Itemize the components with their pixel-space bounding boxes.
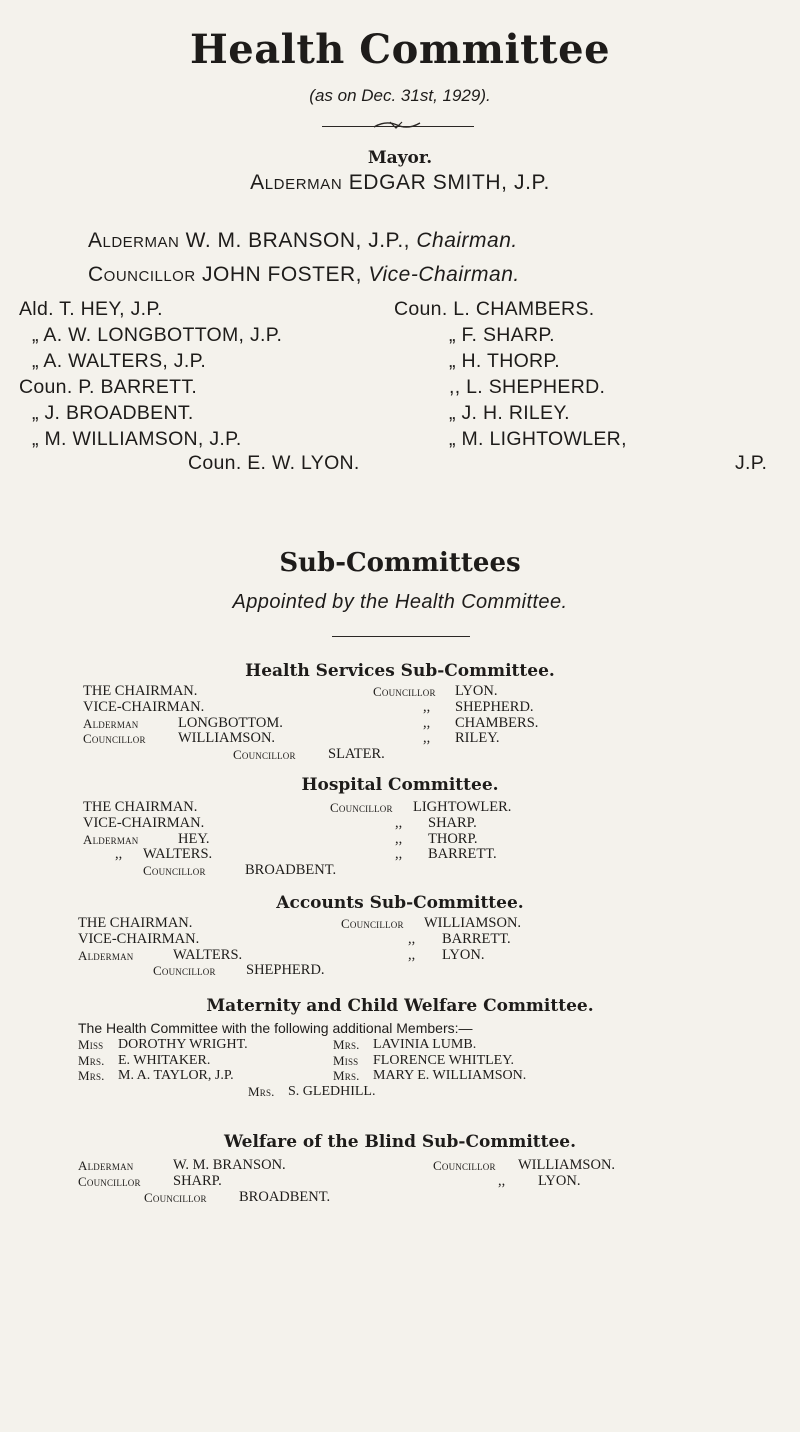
member-item: ,, L. SHEPHERD. (449, 376, 606, 398)
list-item: Mrs. E. WHITAKER. Miss FLORENCE WHITLEY. (78, 1052, 515, 1068)
list-item: Alderman HEY. ,, THORP. (83, 830, 478, 847)
blind-welfare-members (78, 1158, 768, 1205)
list-item: Alderman LONGBOTTOM. ,, CHAMBERS. (83, 714, 539, 731)
list-item: Councillor SHEPHERD. (153, 962, 325, 979)
ornament-icon (372, 118, 422, 132)
blind-welfare-heading: Welfare of the Blind Sub-Committee. (223, 1132, 577, 1152)
list-item: Mrs. M. A. TAYLOR, J.P. Mrs. MARY E. WILLIAMSON. (78, 1068, 527, 1084)
chairman-line (88, 229, 518, 253)
list-item: Councillor WILLIAMSON. ,, RILEY. (83, 730, 500, 747)
subcommittees-heading: Sub-Committees (279, 548, 521, 578)
member-item: Ald. T. HEY, J.P. (19, 298, 163, 320)
list-item: Councillor SLATER. (233, 746, 385, 763)
page-title: Health Committee (189, 26, 611, 73)
member-item-last: Coun. E. W. LYON. (188, 452, 360, 474)
mayor-label: Mayor. (367, 148, 433, 168)
date-line: (as on Dec. 31st, 1929). (309, 86, 491, 105)
member-item: Coun. P. BARRETT. (19, 376, 198, 398)
member-item-suffix: J.P. (735, 452, 768, 474)
list-item: Councillor SHARP. ,, LYON. (78, 1172, 581, 1189)
member-item: „ F. SHARP. (449, 324, 555, 346)
vice-chairman-role: Vice-Chairman. (368, 263, 520, 286)
list-item: Mrs. S. GLEDHILL. (248, 1084, 376, 1100)
list-item: VICE-CHAIRMAN. ,, SHARP. (83, 814, 477, 831)
members-left-column (19, 296, 282, 452)
list-item: THE CHAIRMAN. Councillor LIGHTOWLER. (83, 799, 512, 815)
chairman-role: Chairman. (416, 229, 518, 252)
list-item: Alderman WALTERS. ,, LYON. (78, 946, 485, 963)
member-item: „ A. WALTERS, J.P. (32, 350, 207, 372)
hospital-members (83, 800, 743, 879)
maternity-heading: Maternity and Child Welfare Committee. (206, 996, 594, 1016)
maternity-intro: The Health Committee with the following additional Members:— (78, 1020, 473, 1036)
section-divider (332, 636, 470, 637)
hospital-heading: Hospital Committee. (301, 775, 499, 795)
list-item: THE CHAIRMAN. Councillor LYON. (83, 683, 498, 699)
subcommittees-subtitle: Appointed by the Health Committee. (232, 591, 568, 613)
list-item: ,, WALTERS. ,, BARRETT. (115, 846, 497, 863)
member-item: „ M. WILLIAMSON, J.P. (32, 428, 242, 450)
member-item: „ A. W. LONGBOTTOM, J.P. (32, 324, 283, 346)
member-item: „ M. LIGHTOWLER, (449, 428, 627, 450)
members-right-column (394, 296, 627, 452)
accounts-members (78, 916, 758, 979)
member-item: „ J. BROADBENT. (32, 402, 194, 424)
list-item: VICE-CHAIRMAN. ,, BARRETT. (78, 930, 511, 947)
health-services-members (83, 684, 723, 763)
chairman-name: Alderman W. M. BRANSON, J.P., (88, 229, 411, 252)
list-item: Miss DOROTHY WRIGHT. Mrs. LAVINIA LUMB. (78, 1036, 477, 1052)
list-item: VICE-CHAIRMAN. ,, SHEPHERD. (83, 698, 534, 715)
list-item: THE CHAIRMAN. Councillor WILLIAMSON. (78, 915, 522, 931)
vice-chairman-name: Councillor JOHN FOSTER, (88, 263, 363, 286)
member-item: Coun. L. CHAMBERS. (394, 298, 595, 320)
member-item: „ H. THORP. (449, 350, 560, 372)
vice-chairman-line (88, 263, 520, 287)
health-services-heading: Health Services Sub-Committee. (245, 661, 555, 681)
accounts-heading: Accounts Sub-Committee. (276, 893, 524, 913)
list-item: Councillor BROADBENT. (144, 1188, 331, 1205)
list-item: Alderman W. M. BRANSON. Councillor WILLIAMSON. (78, 1157, 616, 1173)
list-item: Councillor BROADBENT. (143, 862, 337, 879)
mayor-name: Alderman EDGAR SMITH, J.P. (250, 171, 550, 194)
member-item: „ J. H. RILEY. (449, 402, 570, 424)
maternity-members (78, 1021, 758, 1100)
